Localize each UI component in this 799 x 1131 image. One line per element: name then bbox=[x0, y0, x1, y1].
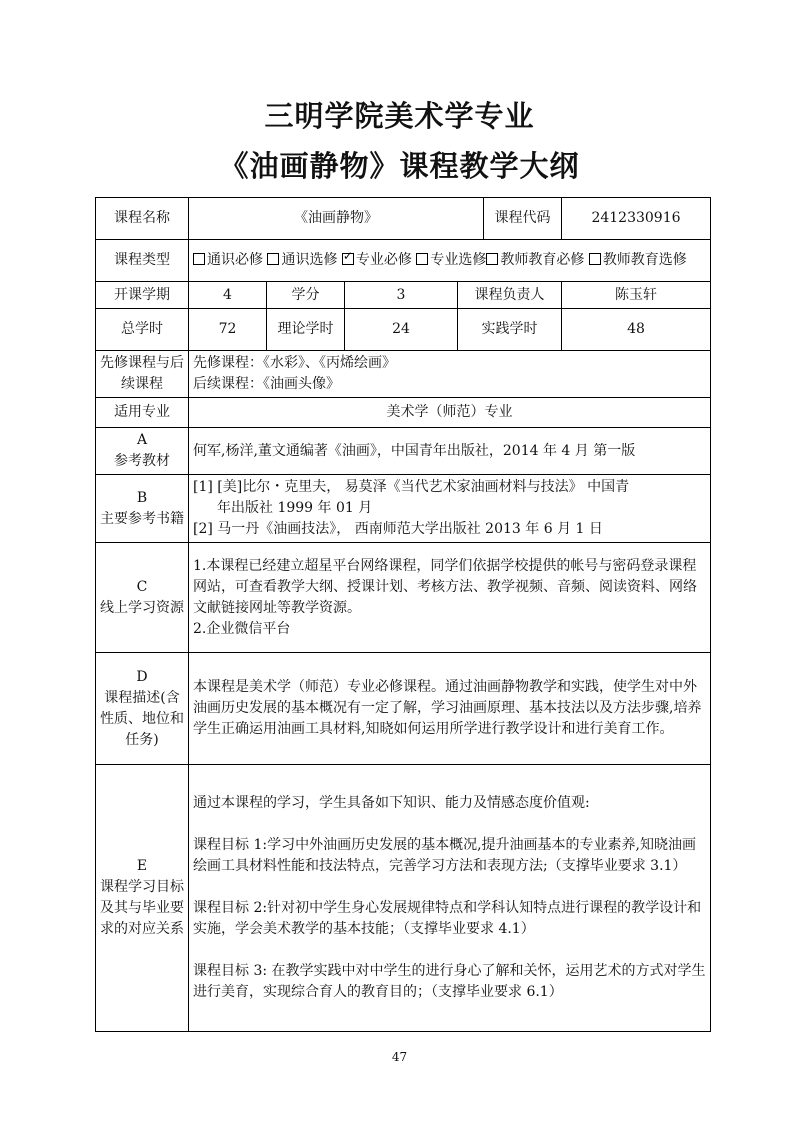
type-option-label: 教师教育必修 bbox=[500, 252, 585, 268]
type-option-label: 专业选修 bbox=[430, 252, 487, 268]
type-option-label: 通识选修 bbox=[281, 252, 338, 268]
learning-goals-title: 课程学习目标及其与毕业要求的对应关系 bbox=[100, 879, 184, 937]
page-number: 47 bbox=[391, 1050, 408, 1064]
textbook-letter: A bbox=[136, 432, 148, 448]
syllabus-table bbox=[95, 197, 711, 1032]
semester-value: 4 bbox=[189, 282, 267, 309]
row-course-name bbox=[96, 198, 711, 240]
learning-goal: 课程目标 3: 在教学实践中对中学生的进行身心了解和关怀，运用艺术的方式对学生进行美育，实现综合育人的教育目的；（支撑毕业要求 6.1） bbox=[193, 963, 706, 1000]
row-references bbox=[96, 475, 711, 543]
type-option bbox=[416, 252, 486, 268]
course-description-title: 课程描述(含性质、地位和任务) bbox=[100, 689, 184, 748]
practice-hours-label: 实践学时 bbox=[458, 309, 562, 351]
document-title-line2: 《油画静物》课程教学大纲 bbox=[219, 149, 580, 183]
total-hours-value: 72 bbox=[189, 309, 267, 351]
semester-label: 开课学期 bbox=[96, 282, 189, 309]
credit-label: 学分 bbox=[267, 282, 345, 309]
type-option-label: 通识必修 bbox=[207, 252, 263, 268]
type-option-label: 专业必修 bbox=[355, 252, 412, 268]
row-semester bbox=[96, 282, 711, 309]
checkbox-icon bbox=[267, 253, 279, 265]
course-type-options bbox=[189, 240, 711, 282]
learning-goals-label bbox=[96, 765, 189, 1032]
reference-item-continued: 年出版社 1999 年 01 月 bbox=[217, 500, 373, 516]
major-value: 美术学（师范）专业 bbox=[189, 398, 711, 428]
online-resources-value bbox=[189, 543, 711, 653]
type-option bbox=[267, 252, 337, 268]
learning-goals-value bbox=[189, 765, 711, 1032]
learning-goals-letter: E bbox=[136, 858, 148, 874]
checkbox-icon bbox=[416, 253, 428, 265]
course-name-value: 《油画静物》 bbox=[189, 198, 484, 240]
major-label: 适用专业 bbox=[96, 398, 189, 428]
course-description-label bbox=[96, 653, 189, 765]
row-course-type bbox=[96, 240, 711, 282]
practice-hours-value: 48 bbox=[562, 309, 711, 351]
online-resources-letter: C bbox=[136, 578, 148, 595]
textbook-label bbox=[96, 428, 189, 475]
textbook-title: 参考教材 bbox=[114, 453, 170, 469]
references-letter: B bbox=[136, 489, 148, 506]
learning-goals-intro: 通过本课程的学习，学生具备如下知识、能力及情感态度价值观: bbox=[193, 795, 590, 811]
learning-goal: 课程目标 2:针对初中学生身心发展规律特点和学科认知特点进行课程的教学设计和实施，学会美术教学的基本技能；（支撑毕业要求 4.1） bbox=[193, 900, 702, 937]
online-resources-text: 2.企业微信平台 bbox=[193, 620, 291, 637]
checkbox-icon bbox=[193, 253, 205, 265]
online-resources-text: 1.本课程已经建立超星平台网络课程，同学们依据学校提供的帐号与密码登录课程网站，可查看教学大纲、授课计划、考核方法、教学视频、音频、阅读资料、网络文献链接网址等教学资源。 bbox=[193, 557, 697, 616]
row-major bbox=[96, 398, 711, 428]
type-option bbox=[342, 252, 412, 268]
type-option bbox=[486, 252, 584, 268]
checkbox-icon bbox=[486, 253, 498, 265]
theory-hours-value: 24 bbox=[345, 309, 458, 351]
theory-hours-label: 理论学时 bbox=[267, 309, 345, 351]
prereq-line: 先修课程：《水彩》、《丙烯绘画》 bbox=[193, 355, 396, 371]
course-code-value: 2412330916 bbox=[562, 198, 711, 240]
course-name-label: 课程名称 bbox=[96, 198, 189, 240]
course-code-label: 课程代码 bbox=[484, 198, 562, 240]
type-option bbox=[589, 252, 687, 268]
prereq-value bbox=[189, 351, 711, 398]
reference-item: [2] 马一丹《油画技法》， 西南师范大学出版社 2013 年 6 月 1 日 bbox=[193, 521, 603, 537]
online-resources-label bbox=[96, 543, 189, 653]
row-textbook bbox=[96, 428, 711, 475]
owner-label: 课程负责人 bbox=[458, 282, 562, 309]
credit-value: 3 bbox=[345, 282, 458, 309]
references-value bbox=[189, 475, 711, 543]
references-title: 主要参考书籍 bbox=[100, 510, 184, 527]
references-label bbox=[96, 475, 189, 543]
row-online-resources bbox=[96, 543, 711, 653]
spacer bbox=[193, 814, 706, 835]
online-resources-title: 线上学习资源 bbox=[100, 599, 184, 616]
spacer bbox=[193, 940, 706, 961]
row-learning-goals bbox=[96, 765, 711, 1032]
type-option-label: 教师教育选修 bbox=[602, 252, 687, 268]
spacer bbox=[193, 877, 706, 898]
checkbox-icon bbox=[342, 253, 354, 265]
document-title-line1: 三明学院美术学专业 bbox=[264, 99, 535, 133]
row-hours bbox=[96, 309, 711, 351]
followup-line: 后续课程：《油画头像》 bbox=[193, 376, 340, 392]
row-prereq bbox=[96, 351, 711, 398]
owner-value: 陈玉轩 bbox=[562, 282, 711, 309]
row-course-description bbox=[96, 653, 711, 765]
course-description-letter: D bbox=[136, 668, 148, 685]
total-hours-label: 总学时 bbox=[96, 309, 189, 351]
type-option bbox=[193, 252, 263, 268]
textbook-value: 何军,杨洋,董文通编著《油画》，中国青年出版社，2014 年 4 月 第一版 bbox=[189, 428, 711, 475]
checkbox-icon bbox=[589, 253, 601, 265]
reference-item: [1] [美]比尔・克里夫， 易莫泽《当代艺术家油画材料与技法》 中国青 bbox=[193, 479, 630, 495]
course-type-label: 课程类型 bbox=[96, 240, 189, 282]
learning-goal: 课程目标 1:学习中外油画历史发展的基本概况,提升油画基本的专业素养,知晓油画绘画工具材料性能和技法特点，完善学习方法和表现方法;（支撑毕业要求 3.1） bbox=[193, 837, 696, 874]
prereq-label: 先修课程与后续课程 bbox=[96, 351, 189, 398]
course-description-value: 本课程是美术学（师范）专业必修课程。通过油画静物教学和实践，使学生对中外油画历史发展的基本概况有一定了解，学习油画原理、基本技法以及方法步骤,培养学生正确运用油画工具材料,知晓如何运用所学进行教学设计和进行美育工作。 bbox=[189, 653, 711, 765]
